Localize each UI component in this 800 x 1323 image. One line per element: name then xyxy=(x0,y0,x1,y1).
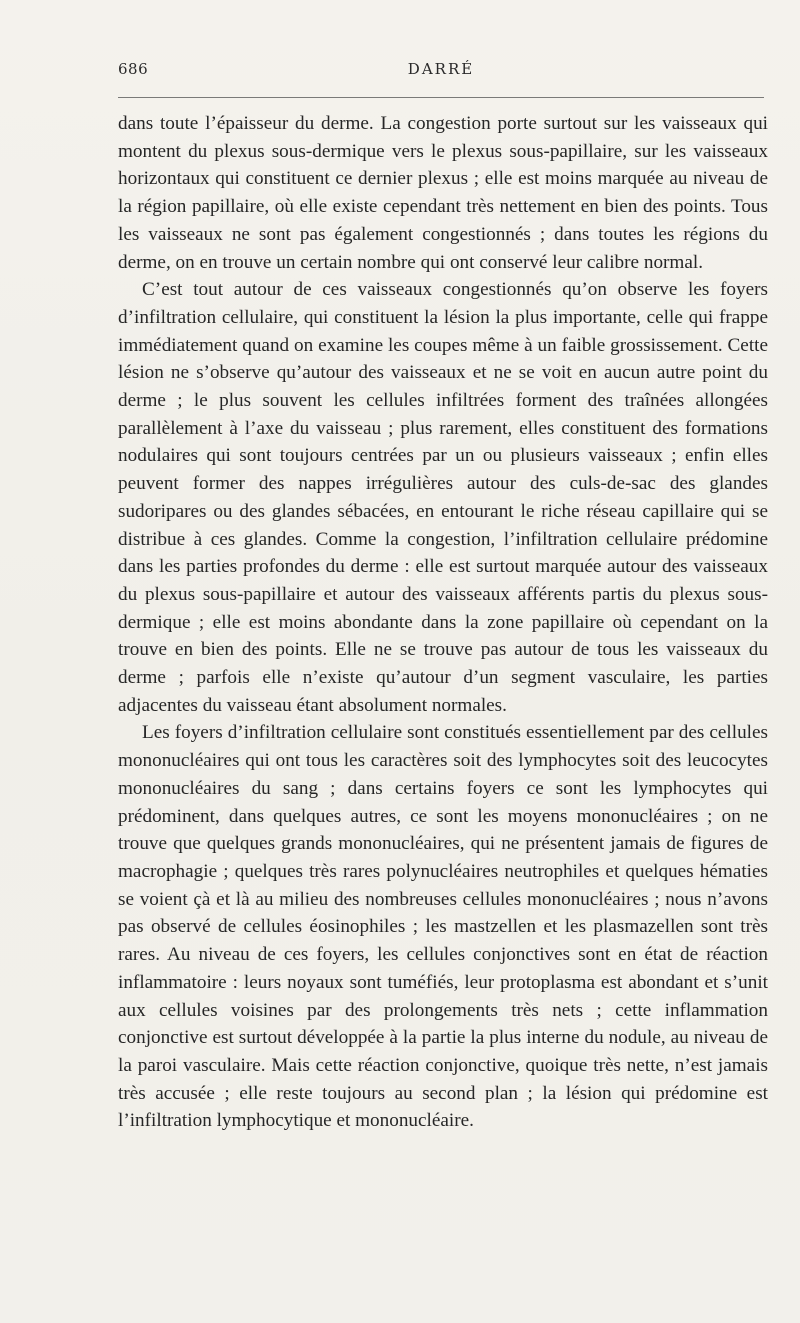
page-number: 686 xyxy=(118,60,149,78)
paragraph-3: Les foyers d’infiltration cellulaire sont constitués essentiellement par des cellules mononucléaires qui ont tous les caractères soit des lymphocytes soit des leucocytes mononucléaires du sang ; dans certains foyers ce sont les lymphocytes qui prédominent, dans quelques autres, ce sont les moyens mononucléaires ; on ne trouve que quelques grands mononucléaires, qui ne présentent jamais de figures de macrophagie ; quelques très rares polynucléaires neutrophiles et quelques hématies se voient çà et là au milieu des nombreuses cellules mononucléaires ; nous n’avons pas observé de cellules éosinophiles ; les mastzellen et les plasmazellen sont très rares. Au niveau de ces foyers, les cellules conjonctives sont en état de réaction inflammatoire : leurs noyaux sont tuméfiés, leur protoplasma est abondant et s’unit aux cellules voisines par des prolongements très nets ; cette inflammation conjonctive est surtout développée à la partie la plus interne du nodule, au niveau de la paroi vasculaire. Mais cette réaction conjonctive, quoique très nette, n’est jamais très accusée ; elle reste toujours au second plan ; la lésion qui prédomine est l’infiltration lymphocytique et mononucléaire. xyxy=(118,722,768,1132)
running-head: DARRÉ xyxy=(407,60,475,78)
paragraph-2: C’est tout autour de ces vaisseaux congestionnés qu’on observe les foyers d’infiltration cellulaire, qui constituent la lésion la plus importante, celle qui frappe immédiatement quand on examine les coupes même à un faible grossissement. Cette lésion ne s’observe qu’autour des vaisseaux et ne se voit en aucun autre point du derme ; le plus souvent les cellules infiltrées forment des traînées allongées parallèlement à l’axe du vaisseau ; plus rarement, elles constituent des formations nodulaires qui sont toujours centrées par un ou plusieurs vaisseaux ; enfin elles peuvent former des nappes irrégulières autour des culs-de-sac des glandes sudoripares ou des glandes sébacées, en entourant le riche réseau capillaire qui se distribue à ces glandes. Comme la congestion, l’infiltration cellulaire prédomine dans les parties profondes du derme : elle est surtout marquée autour des vaisseaux du plexus sous-papillaire et autour des vaisseaux afférents partis du plexus sous-dermique ; elle est moins abondante dans la zone papillaire où cependant on la trouve en bien des points. Elle ne se trouve pas autour de tous les vaisseaux du derme ; parfois elle n’existe qu’autour d’un segment vasculaire, les parties adjacentes du vaisseau étant absolument normales. xyxy=(118,279,768,716)
page-header xyxy=(118,60,764,84)
paragraph-1: dans toute l’épaisseur du derme. La congestion porte surtout sur les vaisseaux qui montent du plexus sous-dermique vers le plexus sous-papillaire, sur les vaisseaux horizontaux qui constituent ce dernier plexus ; elle est moins marquée au niveau de la région papillaire, où elle existe cependant très nettement en bien des points. Tous les vaisseaux ne sont pas également congestionnés ; dans toutes les régions du derme, on en trouve un certain nombre qui ont conservé leur calibre normal. xyxy=(118,113,768,273)
body-text xyxy=(118,110,768,1135)
header-rule xyxy=(118,97,764,98)
